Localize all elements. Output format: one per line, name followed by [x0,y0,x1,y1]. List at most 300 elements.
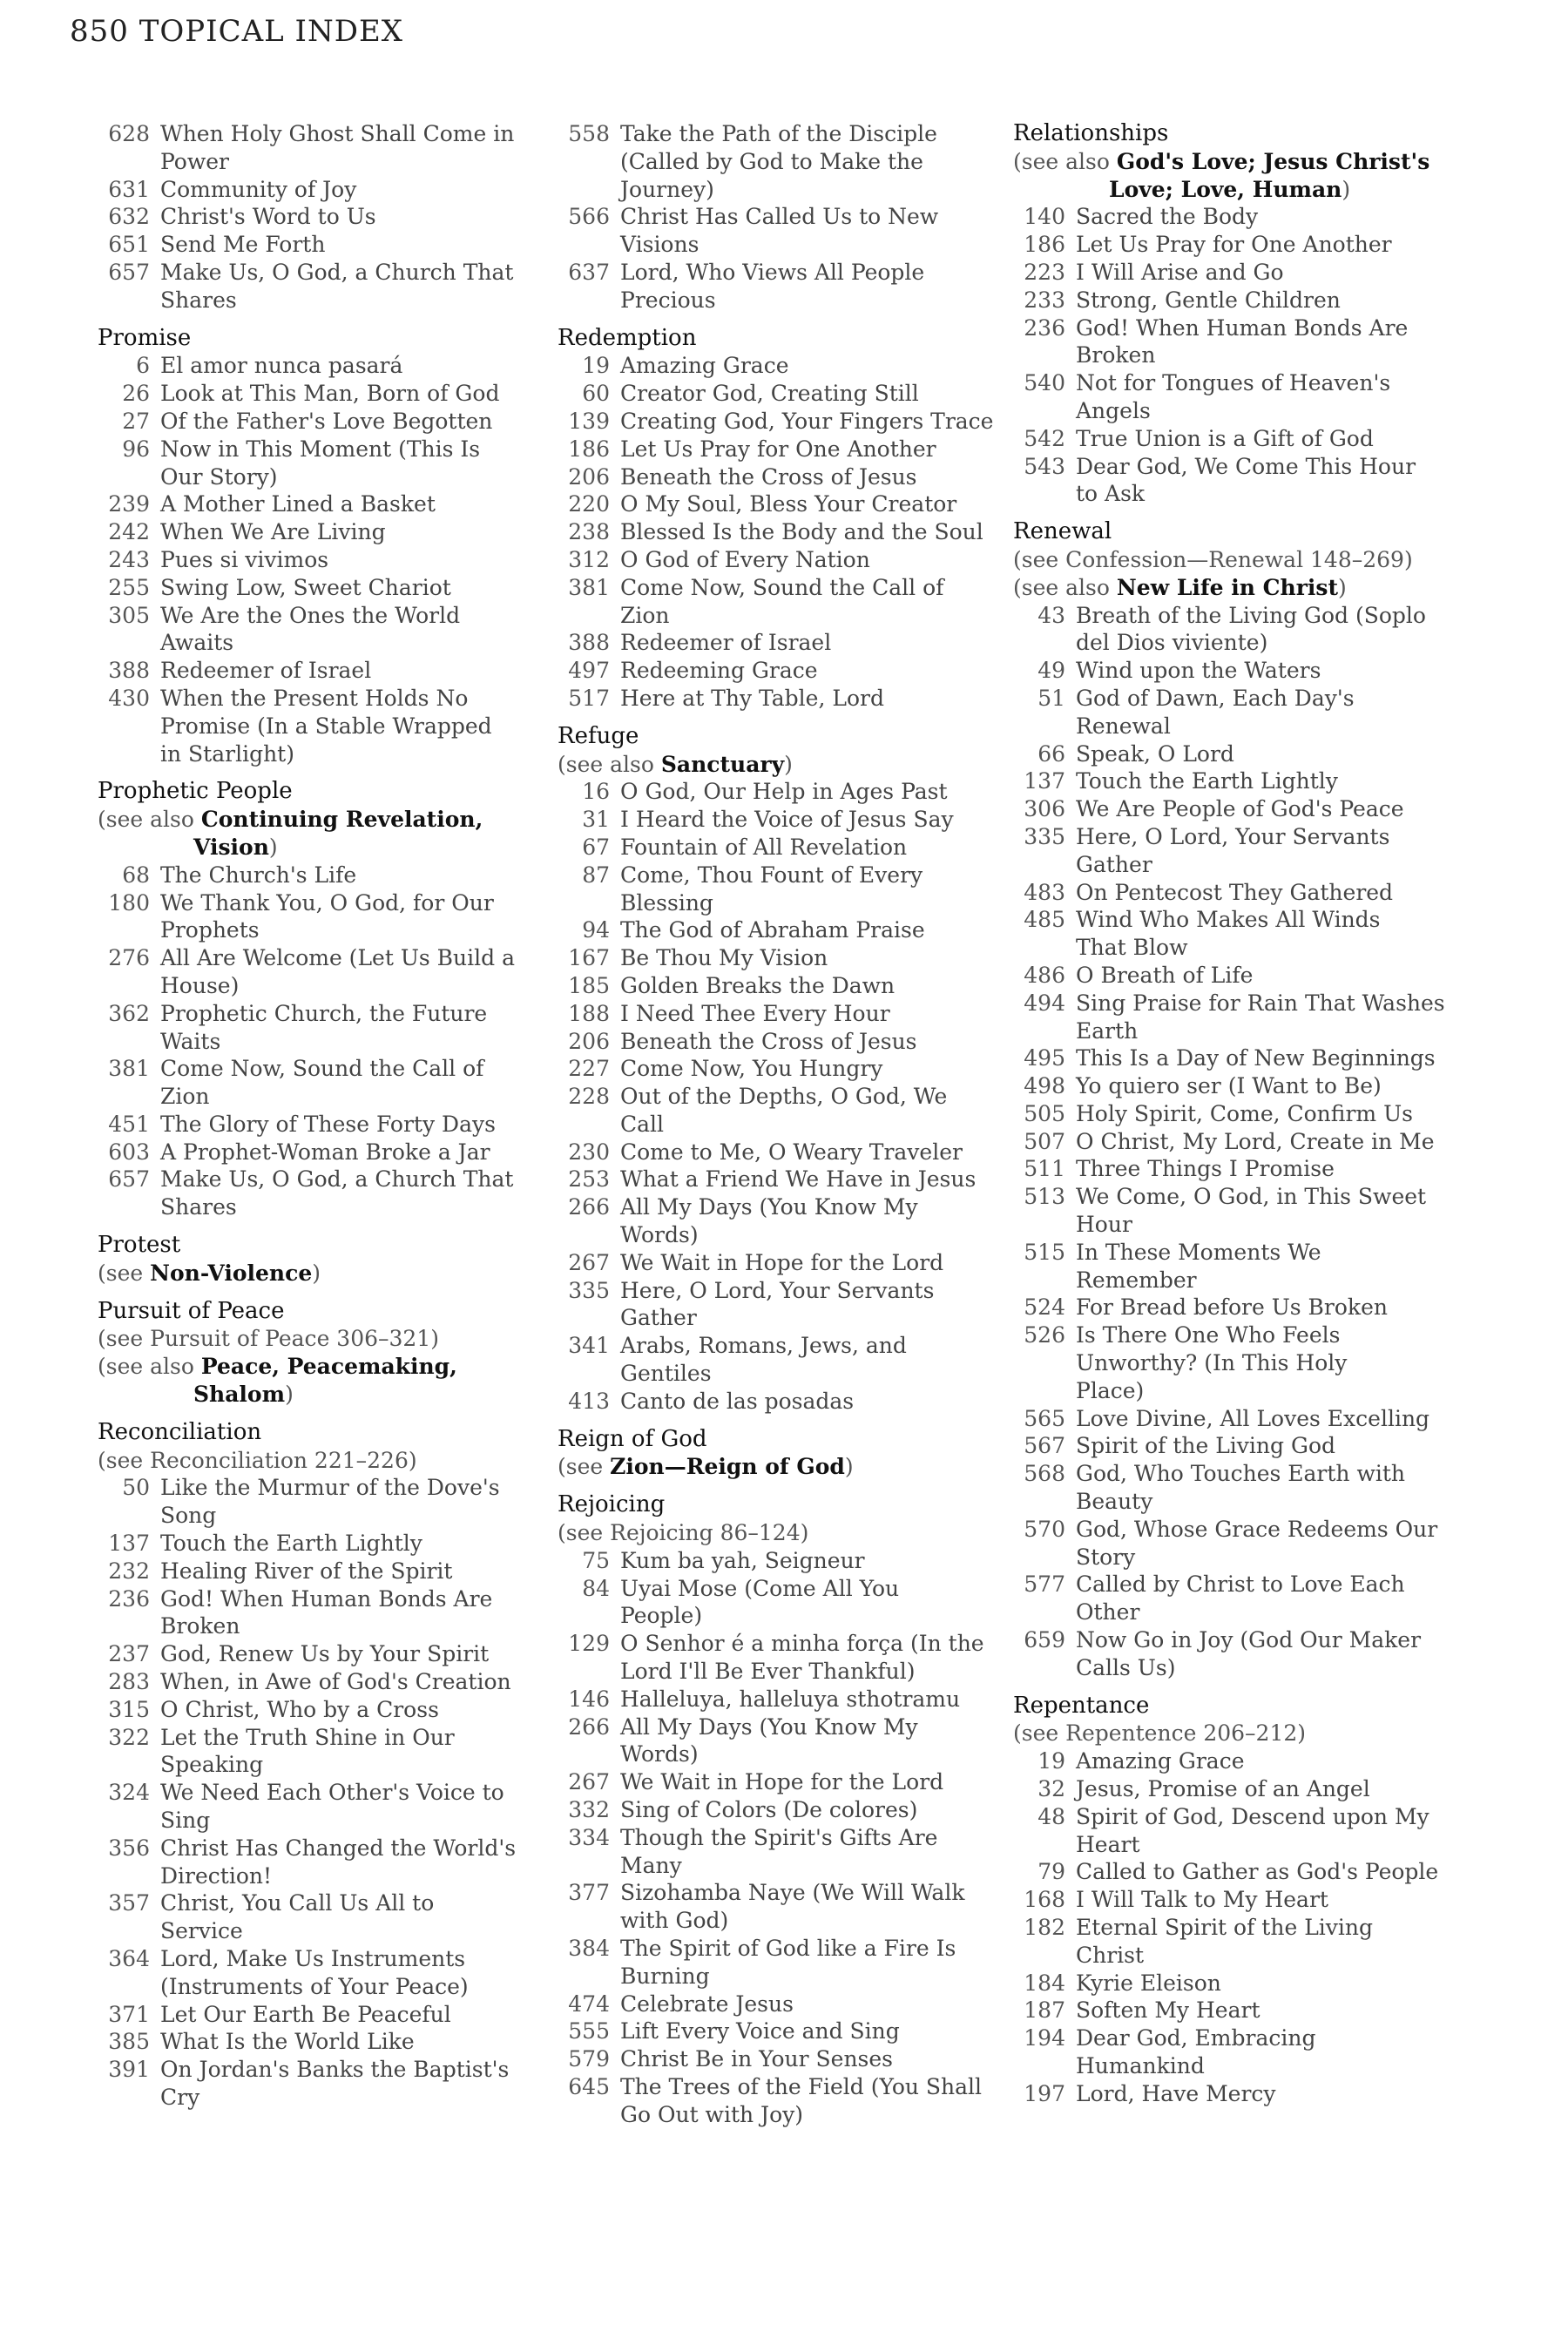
hymn-number: 305 [108,602,150,628]
index-entry [558,546,1010,574]
hymn-title: Healing River of the Spirit [160,1558,453,1584]
hymn-title: This Is a Day of New Beginnings [1076,1045,1436,1071]
index-entry [558,1768,1010,1796]
hymn-title: God of Dawn, Each Day's [1076,685,1355,711]
hymn-number: 49 [1037,658,1065,684]
topic-heading: Repentance [1013,1692,1150,1719]
hymn-number: 371 [108,2001,150,2027]
see-suffix: ) [1338,574,1347,600]
index-entry [1013,1460,1466,1488]
hymn-title-continued: Service [160,1918,243,1944]
index-entry [1013,906,1466,934]
index-entry [1013,1128,1466,1156]
hymn-number: 413 [568,1388,610,1414]
hymn-title-continued: House) [160,972,240,998]
hymn-title: For Bread before Us Broken [1076,1294,1388,1321]
hymn-number: 637 [568,259,610,285]
index-entry [98,685,551,713]
hymn-title: Arabs, Romans, Jews, and [620,1333,907,1359]
index-entry [1013,369,1466,397]
index-entry [1013,602,1466,630]
hymn-title: When, in Awe of God's Creation [160,1669,511,1695]
hymn-title: Wind Who Makes All Winds [1076,907,1381,933]
hymn-number: 486 [1024,962,1065,988]
hymn-number: 266 [568,1713,610,1740]
see-reference [98,1353,551,1381]
index-entry [558,518,1010,546]
index-entry [558,806,1010,834]
hymn-number: 362 [108,1000,150,1026]
hymn-number: 526 [1024,1322,1065,1348]
index-entry [1013,990,1466,1017]
see-topic: Vision [193,834,269,860]
hymn-number: 188 [568,1000,610,1026]
hymn-number: 67 [582,834,610,860]
hymn-number: 180 [108,889,150,916]
hymn-number: 324 [108,1780,150,1806]
index-entry [98,1166,551,1193]
index-entry [98,1111,551,1139]
hymn-title: Christ Has Changed the World's [160,1835,517,1861]
see-reference [558,751,1010,779]
hymn-title: Uyai Mose (Come All You [620,1575,900,1601]
index-entry [558,490,1010,518]
index-column-2 [558,120,1010,2129]
hymn-title: Sing Praise for Rain That Washes [1076,990,1445,1016]
hymn-title: What a Friend We Have in Jesus [620,1166,977,1193]
hymn-title: O Breath of Life [1076,962,1254,988]
hymn-title-continued: Gather [620,1305,697,1331]
index-entry [98,436,551,463]
hymn-title: In These Moments We [1076,1239,1321,1265]
index-entry [558,1547,1010,1575]
see-prefix: (see also [1013,148,1117,174]
index-entry [98,1889,551,1917]
index-entry [558,408,1010,436]
hymn-title: We Wait in Hope for the Lord [620,1769,944,1795]
see-suffix: ) [268,834,278,860]
hymn-title-continued: People) [620,1603,703,1629]
hymn-title: Creator God, Creating Still [620,381,919,407]
hymn-number: 651 [108,232,150,258]
index-entry [98,490,551,518]
see-topic: God's Love; Jesus Christ's [1116,148,1430,174]
hymn-title-continued: Words) [620,1222,699,1248]
hymn-number: 242 [108,519,150,545]
page-title: TOPICAL INDEX [139,14,403,49]
see-prefix: (see [558,1454,611,1480]
see-prefix: (see also [98,1354,201,1380]
hymn-title: Redeemer of Israel [160,658,372,684]
index-entry [1013,1571,1466,1598]
index-entry [98,2056,551,2084]
hymn-number: 94 [582,917,610,943]
hymn-number: 542 [1024,425,1065,451]
hymn-title-continued: (Instruments of Your Peace) [160,1973,469,1999]
hymn-number: 391 [108,2057,150,2083]
hymn-title-continued: Cry [160,2084,200,2110]
hymn-number: 306 [1024,796,1065,822]
hymn-title: Canto de las posadas [620,1388,855,1414]
topic-heading: Refuge [558,722,639,749]
hymn-title: Dear God, We Come This Hour [1076,453,1416,479]
index-entry [558,352,1010,380]
hymn-number: 267 [568,1769,610,1795]
hymn-title-continued: Many [620,1852,682,1878]
topic-heading: Promise [98,324,192,351]
see-reference [1013,546,1466,574]
hymn-title-continued: Speaking [160,1752,264,1778]
hymn-title: Let Our Earth Be Peaceful [160,2001,451,2027]
hymn-title: Not for Tongues of Heaven's [1076,370,1391,396]
index-entry [558,1630,1010,1658]
hymn-title-continued: Burning [620,1963,710,1989]
hymn-number: 570 [1024,1516,1065,1542]
index-entry [1013,657,1466,685]
hymn-title: Come to Me, O Weary Traveler [620,1139,963,1165]
index-entry [98,120,551,148]
hymn-number: 243 [108,546,150,572]
hymn-title: When the Present Holds No [160,685,469,711]
hymn-number: 497 [568,658,610,684]
hymn-title: Beneath the Cross of Jesus [620,1028,917,1054]
hymn-title: Christ's Word to Us [160,204,376,230]
hymn-title: Sizohamba Naye (We Will Walk [620,1880,965,1906]
index-entry [558,1713,1010,1741]
hymn-number: 6 [136,353,150,379]
index-entry [1013,767,1466,795]
index-entry [98,2028,551,2056]
index-entry [98,1585,551,1613]
hymn-title-continued: Lord I'll Be Ever Thankful) [620,1659,916,1685]
index-entry [98,231,551,259]
hymn-number: 236 [1024,314,1065,341]
hymn-title: O God, Our Help in Ages Past [620,779,948,805]
hymn-title: Amazing Grace [1076,1748,1245,1774]
hymn-title-continued: Awaits [160,630,234,656]
see-suffix: ) [1342,176,1351,202]
hymn-number: 167 [568,945,610,971]
hymn-title: Now in This Moment (This Is [160,436,481,462]
hymn-number: 631 [108,176,150,202]
index-entry [1013,1775,1466,1803]
index-entry [558,2073,1010,2101]
index-entry [98,1779,551,1807]
hymn-title-continued: Zion [160,1084,210,1110]
hymn-title-continued: (Called by God to Make the [620,148,923,174]
hymn-title-continued: Waits [160,1028,221,1054]
hymn-title: O Senhor é a minha força (In the [620,1631,984,1657]
hymn-number: 50 [122,1475,150,1501]
hymn-number: 603 [108,1139,150,1165]
index-entry [98,1640,551,1668]
hymn-title-continued: Song [160,1503,217,1529]
index-entry [558,1388,1010,1416]
hymn-number: 567 [1024,1433,1065,1459]
see-prefix: (see Rejoicing 86–124) [558,1520,809,1546]
hymn-number: 228 [568,1084,610,1110]
hymn-number: 43 [1037,602,1065,628]
index-entry [558,1990,1010,2018]
index-entry [1013,823,1466,851]
hymn-number: 513 [1024,1184,1065,1210]
hymn-number: 474 [568,1990,610,2017]
index-entry [558,944,1010,972]
hymn-title: Come Now, You Hungry [620,1056,883,1082]
index-entry [98,1724,551,1752]
hymn-title: Kyrie Eleison [1076,1970,1221,1996]
see-topic: Sanctuary [660,751,785,777]
hymn-number: 187 [1024,1997,1065,2024]
index-entry [558,1879,1010,1907]
see-reference [1013,574,1466,602]
hymn-title: Redeeming Grace [620,658,818,684]
hymn-title: God, Renew Us by Your Spirit [160,1641,490,1667]
hymn-title: Lift Every Voice and Sing [620,2018,900,2044]
hymn-title: Holy Spirit, Come, Confirm Us [1076,1100,1413,1126]
hymn-title-continued: Direction! [160,1862,273,1889]
index-entry [98,574,551,602]
index-entry [98,657,551,685]
hymn-title-continued: Angels [1076,397,1151,423]
hymn-number: 220 [568,491,610,517]
hymn-title: God, Whose Grace Redeems Our [1076,1516,1438,1542]
hymn-number: 632 [108,204,150,230]
index-entry [1013,287,1466,314]
hymn-number: 558 [568,121,610,146]
index-entry [558,1686,1010,1713]
hymn-title: Let Us Pray for One Another [620,436,936,462]
hymn-number: 68 [122,862,150,888]
hymn-title-continued: Call [620,1111,665,1137]
hymn-number: 568 [1024,1461,1065,1487]
hymn-title: Redeemer of Israel [620,630,832,656]
hymn-title: Breath of the Living God (Soplo [1076,602,1426,628]
hymn-title: On Pentecost They Gathered [1076,879,1394,905]
index-entry [98,1835,551,1862]
hymn-number: 255 [108,574,150,600]
see-prefix: (see Pursuit of Peace 306–321) [98,1326,439,1352]
hymn-number: 237 [108,1641,150,1667]
topic-heading: Protest [98,1232,181,1259]
hymn-title: Jesus, Promise of an Angel [1076,1776,1370,1802]
index-entry [558,1249,1010,1277]
hymn-title: I Need Thee Every Hour [620,1000,890,1026]
hymn-number: 146 [568,1686,610,1712]
hymn-number: 32 [1037,1776,1065,1802]
hymn-title-continued: Gentiles [620,1361,712,1387]
index-entry [98,352,551,380]
hymn-title: The Spirit of God like a Fire Is [620,1936,956,1961]
hymn-number: 266 [568,1194,610,1220]
hymn-title-continued: Our Story) [160,463,278,490]
hymn-title: We Need Each Other's Voice to [160,1780,504,1806]
hymn-title-continued: Renewal [1076,713,1171,739]
hymn-title: The Church's Life [160,862,357,888]
hymn-title: All My Days (You Know My [620,1194,918,1220]
hymn-number: 185 [568,972,610,998]
index-entry [1013,2080,1466,2108]
index-entry [558,1575,1010,1603]
index-entry [1013,1321,1466,1349]
hymn-title: Here, O Lord, Your Servants [620,1277,935,1303]
index-entry [558,1139,1010,1166]
hymn-title: We Are People of God's Peace [1076,796,1404,822]
index-entry [558,2045,1010,2073]
hymn-number: 555 [568,2018,610,2044]
hymn-number: 79 [1037,1859,1065,1885]
hymn-number: 60 [582,381,610,407]
hymn-title: Sacred the Body [1076,204,1259,230]
hymn-number: 565 [1024,1405,1065,1431]
index-entry [98,1945,551,1973]
index-entry [1013,1155,1466,1183]
hymn-title: Here at Thy Table, Lord [620,685,884,711]
index-column-3 [1013,120,1466,2108]
hymn-title: Come Now, Sound the Call of [160,1056,484,1082]
hymn-title: Let Us Pray for One Another [1076,232,1392,258]
hymn-number: 515 [1024,1239,1065,1265]
index-entry [98,1530,551,1558]
hymn-title-continued: Calls Us) [1076,1654,1176,1680]
index-entry [1013,1997,1466,2024]
hymn-title: Three Things I Promise [1076,1156,1335,1182]
topic-heading: Reconciliation [98,1418,262,1445]
see-suffix: ) [285,1382,294,1408]
index-entry [1013,1405,1466,1433]
index-entry [1013,1626,1466,1654]
hymn-title-continued: Unworthy? (In This Holy [1076,1350,1348,1376]
hymn-title-continued: Go Out with Joy) [620,2101,803,2127]
see-suffix: ) [844,1454,854,1480]
hymn-number: 657 [108,259,150,285]
hymn-number: 206 [568,1028,610,1054]
hymn-number: 16 [582,779,610,805]
index-entry [558,685,1010,713]
hymn-title-continued: Shares [160,287,237,313]
hymn-title: A Prophet-Woman Broke a Jar [160,1139,490,1165]
hymn-title: We Come, O God, in This Sweet [1076,1184,1427,1210]
index-entry [558,1796,1010,1824]
hymn-title: Yo quiero ser (I Want to Be) [1076,1073,1382,1099]
hymn-title-continued: Hour [1076,1212,1132,1238]
hymn-number: 19 [1037,1748,1065,1774]
hymn-title: We Thank You, O God, for Our [160,889,494,916]
hymn-title: I Will Talk to My Heart [1076,1887,1328,1913]
hymn-number: 388 [108,658,150,684]
hymn-number: 628 [108,121,150,146]
hymn-number: 385 [108,2029,150,2055]
hymn-number: 84 [582,1575,610,1601]
hymn-number: 543 [1024,453,1065,479]
hymn-number: 505 [1024,1100,1065,1126]
index-entry [1013,1432,1466,1460]
hymn-title-continued: Power [160,148,230,174]
hymn-title: Look at This Man, Born of God [160,381,500,407]
index-entry [98,2001,551,2029]
hymn-title-continued: Words) [620,1741,699,1767]
hymn-number: 335 [568,1277,610,1303]
index-entry [98,176,551,204]
index-entry [98,1558,551,1585]
index-entry [98,1474,551,1502]
index-entry [558,1332,1010,1360]
index-entry [1013,795,1466,823]
index-entry [98,602,551,630]
see-prefix: (see Confession—Renewal 148–269) [1013,546,1413,572]
hymn-title-continued: in Starlight) [160,740,294,767]
hymn-number: 388 [568,630,610,656]
index-entry [558,463,1010,491]
hymn-title: Pues si vivimos [160,546,329,572]
see-suffix: ) [784,751,793,777]
index-entry [558,259,1010,287]
hymn-number: 334 [568,1824,610,1850]
index-entry [558,862,1010,889]
see-prefix: (see Reconciliation 221–226) [98,1447,417,1473]
hymn-title: Touch the Earth Lightly [160,1531,422,1557]
see-reference [98,1381,551,1409]
index-entry [558,657,1010,685]
page-number: 850 [70,14,129,49]
index-entry [1013,1970,1466,1997]
index-entry [558,436,1010,463]
hymn-number: 26 [122,381,150,407]
hymn-title: Send Me Forth [160,232,326,258]
index-entry [1013,1803,1466,1831]
hymn-number: 238 [568,519,610,545]
hymn-title: Touch the Earth Lightly [1076,768,1338,794]
topic-heading: Prophetic People [98,778,293,805]
hymn-title: Christ Has Called Us to New [620,204,939,230]
hymn-number: 139 [568,408,610,434]
see-reference [98,1325,551,1353]
index-entry [98,203,551,231]
hymn-title: The Glory of These Forty Days [160,1111,496,1137]
index-entry [1013,425,1466,453]
see-reference [98,834,551,862]
index-entry [1013,962,1466,990]
hymn-title: All My Days (You Know My [620,1713,918,1740]
see-suffix: ) [312,1260,321,1286]
index-entry [558,1193,1010,1221]
hymn-number: 577 [1024,1571,1065,1598]
hymn-title: Blessed Is the Body and the Soul [620,519,983,545]
index-entry [1013,1886,1466,1914]
hymn-title: Now Go in Joy (God Our Maker [1076,1627,1422,1653]
hymn-title: Love Divine, All Loves Excelling [1076,1405,1430,1431]
index-entry [558,1166,1010,1193]
hymn-title-continued: Promise (In a Stable Wrapped [160,713,492,739]
hymn-number: 227 [568,1056,610,1082]
hymn-title: When Holy Ghost Shall Come in [160,121,515,146]
hymn-title: O Christ, Who by a Cross [160,1696,439,1722]
hymn-number: 332 [568,1797,610,1823]
hymn-title-continued: del Dios viviente) [1076,630,1268,656]
hymn-title-continued: Story [1076,1544,1136,1570]
hymn-title-continued: Journey) [620,176,714,202]
hymn-number: 283 [108,1669,150,1695]
hymn-title: Lord, Who Views All People [620,259,925,285]
hymn-number: 137 [108,1531,150,1557]
hymn-title-continued: Shares [160,1194,237,1220]
index-entry [558,1000,1010,1028]
see-prefix: (see also [98,807,201,833]
index-entry [558,834,1010,862]
hymn-title: The Trees of the Field (You Shall [620,2073,983,2099]
hymn-number: 384 [568,1936,610,1961]
hymn-number: 377 [568,1880,610,1906]
